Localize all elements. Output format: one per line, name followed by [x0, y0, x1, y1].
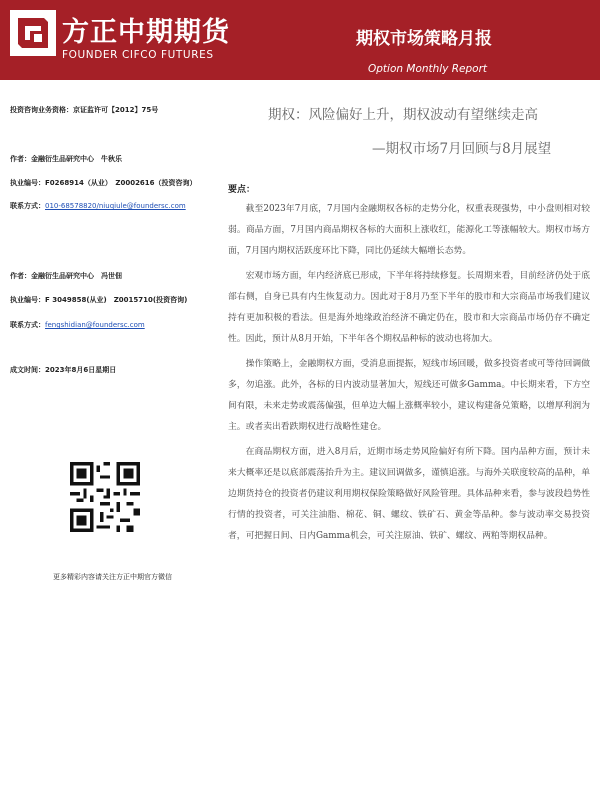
report-title: 期权市场策略月报	[356, 29, 492, 49]
key-points-heading: 要点：	[228, 185, 256, 195]
report-header	[0, 0, 600, 80]
author-2: 作者：金融衍生品研究中心 冯世佃	[10, 272, 122, 280]
main-title: 期权：风险偏好上升，期权波动有望继续走高	[268, 107, 538, 123]
report-english-title: Option Monthly Report	[368, 63, 488, 75]
license-text: 投资咨询业务资格：京证监许可【2012】75号	[10, 106, 159, 114]
contact-1	[10, 201, 186, 211]
brand-english-name: FOUNDER CIFCO FUTURES	[62, 49, 214, 61]
author-1: 作者：金融衍生品研究中心 牛秋乐	[10, 155, 122, 163]
paragraph: 宏观市场方面，年内经济底已形成，下半年将持续修复。长周期来看，目前经济仍处于底部右侧，自身已具有内生恢复动力。因此对于8月乃至下半年的股市和大宗商品市场我们建议持有更加积极的看法。但是海外地缘政治经济不确定仍在，股市和大宗商品市场仍存不确定性。因此，预计从8月开始，下半年各个期权品种标的波动也将加大。	[228, 271, 590, 344]
contact-2-link[interactable]: fengshidian@foundersc.com	[45, 321, 145, 329]
contact-1-label: 联系方式：	[10, 202, 45, 210]
publish-date: 成文时间：2023年8月6日星期日	[10, 366, 117, 374]
paragraph: 操作策略上，金融期权方面，受消息面提振，短线市场回暖，做多投资者或可等待回调做多，勿追涨。此外，各标的日内波动显著加大，短线还可做多Gamma。中长期来看，下方空间有限，未来走势或震荡偏强，但单边大幅上涨概率较小，建议构建备兑策略，以增厚利润为主。或者卖出看跌期权进行战略性建仓。	[228, 359, 590, 432]
brand-name: 方正中期期货	[62, 17, 230, 48]
certification-1: 执业编号：F0268914（从业） Z0002616（投资咨询）	[10, 179, 197, 187]
paragraph: 在商品期权方面，进入8月后，近期市场走势风险偏好有所下降。国内品种方面，预计未来大概率还是以底部震荡抬升为主。建议回调做多，谨慎追涨。与海外关联度较高的品种，单边期货持仓的投资者仍建议利用期权保险策略做好风险管理。具体品种来看，参与波段趋势性行情的投资者，可关注油脂、棉花、铜、螺纹、铁矿石、黄金等品种。参与波动率交易投资者，可把握日间、日内Gamma机会，可关注原油、铁矿、螺纹、两粕等期权品种。	[228, 447, 590, 541]
main-subtitle: —期权市场7月回顾与8月展望	[372, 141, 552, 157]
certification-2: 执业编号：F 3049858(从业) Z0015710(投资咨询)	[10, 296, 188, 304]
contact-1-link[interactable]: 010-68578820/niuqiule@foundersc.com	[45, 202, 186, 210]
founder-logo-icon	[10, 10, 56, 56]
paragraph: 截至2023年7月底，7月国内金融期权各标的走势分化，权重表现强势，中小盘则相对较弱。商品方面，7月国内商品期权各标的大面积上涨收红，能源化工等涨幅较大。期权市场方面，7月国内期权活跃度环比下降，同比仍延续大幅增长态势。	[228, 204, 590, 256]
contact-2	[10, 320, 145, 330]
article-body	[228, 199, 590, 551]
contact-2-label: 联系方式：	[10, 321, 45, 329]
qr-code-icon	[70, 462, 140, 532]
qr-caption: 更多精彩内容请关注方正中期官方微信	[53, 573, 172, 581]
